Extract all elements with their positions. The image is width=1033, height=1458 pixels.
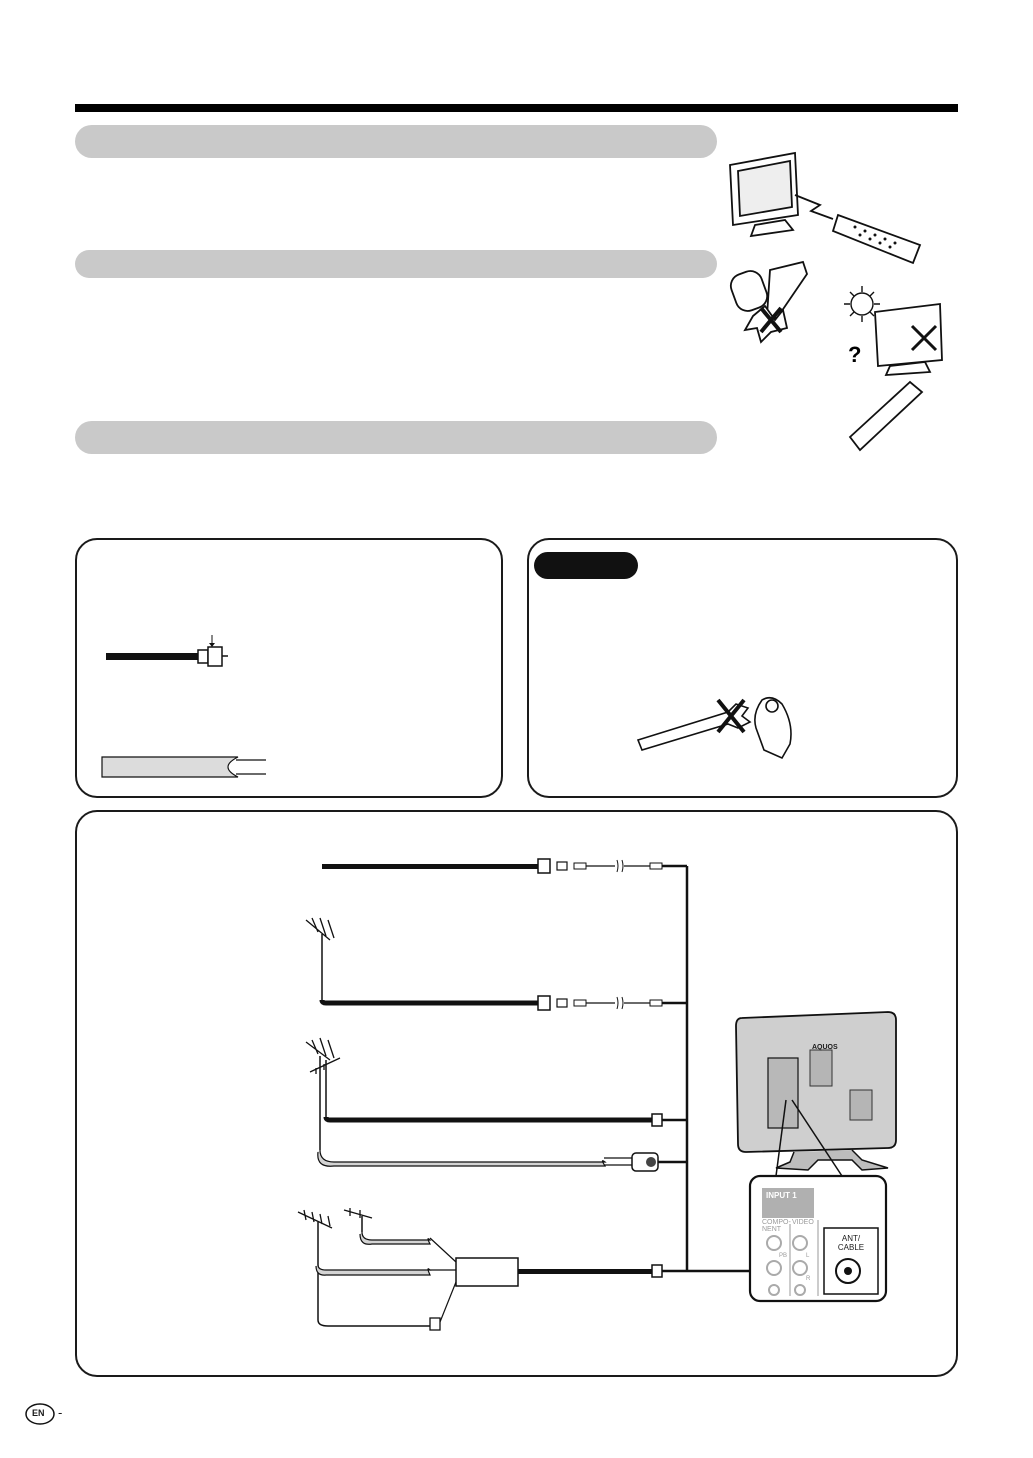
row-cable-coax [322, 859, 687, 873]
cable-label: CABLE [837, 1243, 865, 1252]
ant-cable-label [828, 1234, 874, 1252]
audio-l-label: L [806, 1253, 810, 1259]
audio-r-label: R [806, 1276, 811, 1282]
tv-logo: AQUOS [812, 1044, 838, 1051]
ant-label: ANT/ [841, 1234, 861, 1243]
page-number-dash: - [58, 1405, 63, 1420]
input-1-label: INPUT 1 [766, 1191, 797, 1200]
question-mark-icon: ? [848, 342, 862, 367]
video-label: VIDEO [792, 1219, 814, 1226]
row-combined-antenna [306, 1038, 687, 1171]
component-label: COMPO- NENT [762, 1219, 791, 1233]
tv-rear-view [736, 1012, 896, 1176]
pb-label: PB [779, 1253, 788, 1259]
language-badge-text: EN [32, 1408, 45, 1418]
row-antenna-coax [306, 918, 687, 1010]
